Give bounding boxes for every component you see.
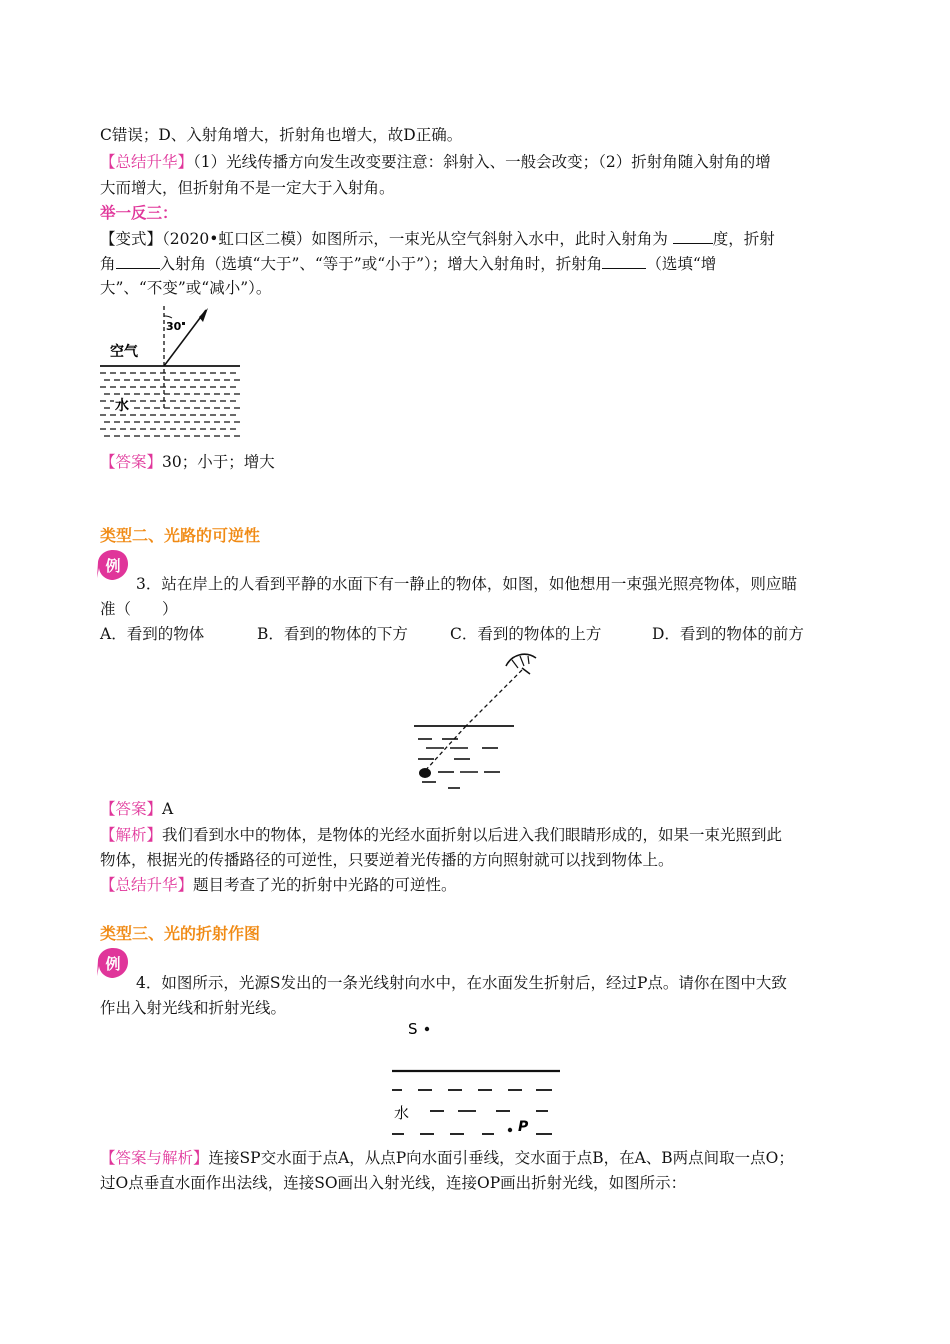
solution-line-2: 过O点垂直水面作出法线，连接SO画出入射光线，连接OP画出折射光线，如图所示： [100, 1174, 687, 1192]
variant-text: 入射角（选填“大于”、“等于”或“小于”）；增大入射角时，折射角 [159, 255, 603, 273]
analysis-text: 我们看到水中的物体，是物体的光经水面折射以后进入我们眼睛形成的，如果一束光照到此 [162, 826, 783, 844]
summary-text: 题目考查了光的折射中光路的可逆性。 [193, 876, 457, 894]
variant-line-3: 大”、“不变”或“减小”）。 [100, 279, 272, 297]
text-line: 大而增大，但折射角不是一定大于入射角。 [100, 179, 395, 197]
example-badge [96, 548, 130, 582]
answer-text: 30；小于；增大 [162, 453, 275, 471]
option-d[interactable]: D．看到的物体的前方 [652, 625, 804, 643]
point-label: P [518, 1119, 529, 1135]
summary-text: （1）光线传播方向发生改变要注意：斜射入、一般会改变；（2）折射角随入射角的增 [193, 153, 771, 171]
angle-arc [164, 316, 172, 318]
option-a[interactable]: A．看到的物体 [100, 625, 205, 643]
variant-text: 度，折射 [712, 230, 775, 248]
target-point [508, 1128, 512, 1132]
example-badge [96, 946, 130, 980]
option-c[interactable]: C．看到的物体的上方 [450, 625, 602, 643]
eye-icon [506, 654, 536, 666]
answer-blank[interactable] [673, 228, 713, 244]
observer-figure [408, 646, 548, 796]
sight-extension [424, 726, 466, 772]
variant-text: 角 [100, 255, 116, 273]
air-label: 空气 [110, 344, 138, 360]
analysis-line-2: 物体，根据光的传播路径的可逆性，只要逆着光传播的方向照射就可以找到物体上。 [100, 851, 674, 869]
source-figure [386, 1014, 566, 1146]
question-line-1: 4．如图所示，光源S发出的一条光线射向水中，在水面发生折射后，经过P点。请你在图中大致 [136, 974, 787, 992]
solution-line-1 [100, 1148, 794, 1168]
water-label: 水 [115, 398, 129, 414]
summary-line [100, 152, 771, 172]
section-heading: 类型二、光路的可逆性 [100, 526, 261, 545]
badge-label: 例 [105, 955, 121, 973]
refraction-figure [96, 300, 246, 442]
object-icon [419, 768, 431, 778]
variant-line-1 [100, 228, 775, 249]
variant-text: （选填“增 [646, 255, 717, 273]
analysis-line-1 [100, 825, 782, 845]
variant-tag: 【变式】 [100, 230, 163, 248]
solution-text: 连接SP交水面于点A，从点P向水面引垂线，交水面于点B，在A、B两点间取一点O； [208, 1149, 794, 1167]
angle-label: 30 [166, 320, 182, 333]
analysis-tag: 【解析】 [100, 826, 163, 844]
section-heading: 类型三、光的折射作图 [100, 924, 261, 943]
answer-text: A [162, 800, 174, 818]
incident-ray [164, 310, 206, 366]
degree-mark [182, 322, 185, 325]
summary-tag: 【总结升华】 [100, 876, 194, 894]
eye-lashes [512, 656, 529, 668]
water-hatching [418, 739, 500, 788]
sight-line [466, 670, 522, 726]
solution-tag: 【答案与解析】 [100, 1149, 209, 1167]
question-line-2: 准（ ） [100, 600, 178, 618]
answer-line [100, 799, 173, 819]
arrow-icon [199, 308, 208, 322]
variant-line-2 [100, 253, 716, 274]
water-label: 水 [394, 1104, 410, 1122]
answer-line [100, 452, 275, 472]
summary-line [100, 875, 457, 895]
badge-label: 例 [105, 557, 121, 575]
question-line-2: 作出入射光线和折射光线。 [100, 999, 287, 1017]
eye-pupil [522, 668, 530, 674]
variant-heading: 举一反三： [100, 204, 178, 222]
source-point [425, 1027, 429, 1031]
answer-blank[interactable] [116, 253, 160, 269]
variant-text: （2020•虹口区二模）如图所示，一束光从空气斜射入水中，此时入射角为 [162, 230, 673, 248]
text-line: C错误；D、入射角增大，折射角也增大，故D正确。 [100, 126, 463, 144]
summary-tag: 【总结升华】 [100, 153, 194, 171]
option-b[interactable]: B．看到的物体的下方 [257, 625, 408, 643]
answer-tag: 【答案】 [100, 800, 163, 818]
source-label: S [408, 1020, 418, 1038]
answer-tag: 【答案】 [100, 453, 163, 471]
question-line-1: 3．站在岸上的人看到平静的水面下有一静止的物体，如图，如他想用一束强光照亮物体，则应瞄 [136, 575, 797, 593]
answer-blank[interactable] [602, 253, 646, 269]
